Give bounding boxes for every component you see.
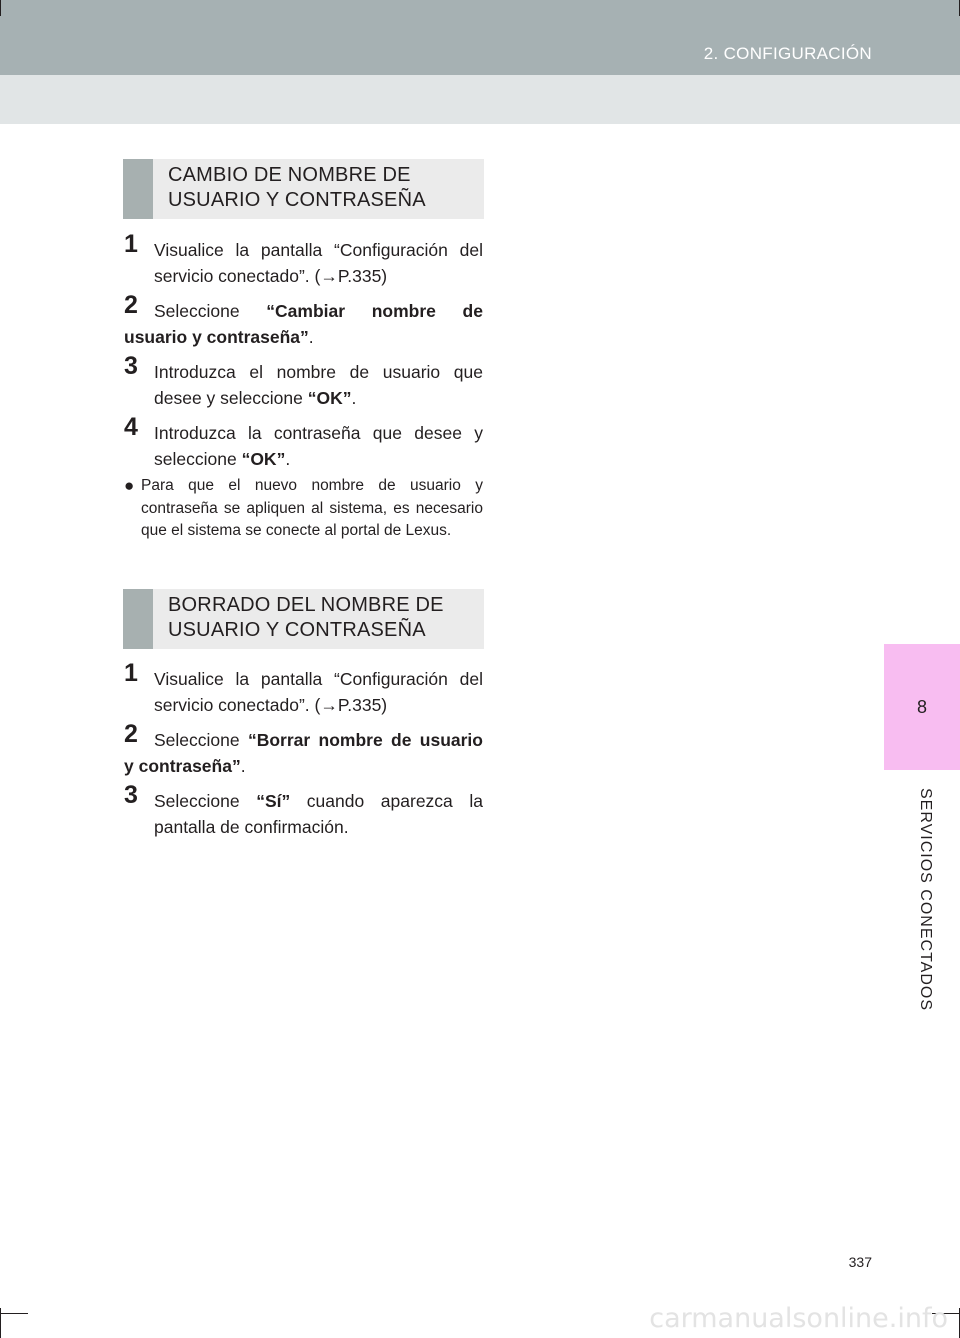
step-text: [154, 666, 483, 718]
arrow-icon: →: [320, 266, 338, 286]
heading-text: [168, 163, 478, 213]
step-text: [124, 727, 483, 779]
section-heading-change: [123, 159, 484, 219]
step-number: 2: [124, 720, 138, 748]
step-item: [124, 230, 483, 289]
step-number: 1: [124, 659, 138, 687]
page-reference: P.335): [337, 695, 388, 715]
step-text-part: Seleccione: [154, 301, 267, 321]
step-text-part: Seleccione: [154, 791, 257, 811]
step-text-part: .: [240, 756, 246, 776]
step-number: 3: [124, 781, 138, 809]
page-number: 337: [848, 1254, 872, 1270]
step-text-part: Seleccione: [154, 730, 248, 750]
chapter-label: SERVICIOS CONECTADOS: [917, 788, 934, 1011]
step-number: 2: [124, 291, 138, 319]
note-text: Para que el nuevo nombre de usuario y contraseña se apliquen al sistema, es necesario que el sistema se conecte al portal de Lexus.: [141, 477, 483, 539]
step-text-part: Introduzca el nombre de usuario que desee y seleccione: [154, 362, 483, 408]
step-text-part: cuando aparezca la pantalla de confirmación.: [154, 791, 483, 837]
heading-line: USUARIO Y CONTRASEÑA: [168, 189, 426, 211]
step-text: [154, 237, 483, 289]
step-item: [124, 291, 483, 350]
heading-text: [168, 593, 478, 643]
step-number: 4: [124, 413, 138, 441]
menu-option: “OK”: [241, 449, 286, 469]
page-reference: P.335): [337, 266, 388, 286]
heading-accent-bar: [123, 159, 153, 219]
step-text-part: Visualice la pantalla “Configuración del servicio conectado”. (: [154, 669, 483, 715]
crop-mark: [0, 1313, 28, 1314]
step-item: [124, 413, 483, 472]
step-text: [154, 359, 483, 411]
watermark: carmanualsonline.info: [649, 1303, 948, 1334]
step-text-part: .: [351, 388, 357, 408]
heading-accent-bar: [123, 589, 153, 649]
step-text-part: Visualice la pantalla “Configuración del servicio conectado”. (: [154, 240, 483, 286]
menu-option: “Cambiar nombre de usuario y contraseña”: [124, 301, 483, 347]
step-item: [124, 352, 483, 411]
bullet-icon: ●: [124, 476, 135, 495]
crop-mark: [0, 0, 1, 16]
step-text-part: .: [308, 327, 314, 347]
step-text-part: .: [285, 449, 291, 469]
chapter-tab: [884, 644, 960, 1011]
arrow-icon: →: [320, 695, 338, 715]
chapter-number: 8: [884, 644, 960, 770]
heading-line: CAMBIO DE NOMBRE DE: [168, 164, 411, 186]
step-number: 1: [124, 230, 138, 258]
step-item: [124, 659, 483, 718]
section-heading-delete: [123, 589, 484, 649]
step-item: [124, 781, 483, 840]
step-number: 3: [124, 352, 138, 380]
step-text-part: Introduzca la contraseña que desee y seleccione: [154, 423, 483, 469]
step-text: [154, 788, 483, 840]
menu-option: “OK”: [307, 388, 352, 408]
menu-option: “Borrar nombre de usuario y contraseña”: [124, 730, 483, 776]
note-item: [124, 475, 483, 543]
step-item: [124, 720, 483, 779]
step-text: [154, 420, 483, 472]
heading-line: USUARIO Y CONTRASEÑA: [168, 619, 426, 641]
menu-option: “Sí”: [256, 791, 291, 811]
step-text: [124, 298, 483, 350]
chapter-title: 2. CONFIGURACIÓN: [703, 44, 872, 63]
heading-line: BORRADO DEL NOMBRE DE: [168, 594, 444, 616]
